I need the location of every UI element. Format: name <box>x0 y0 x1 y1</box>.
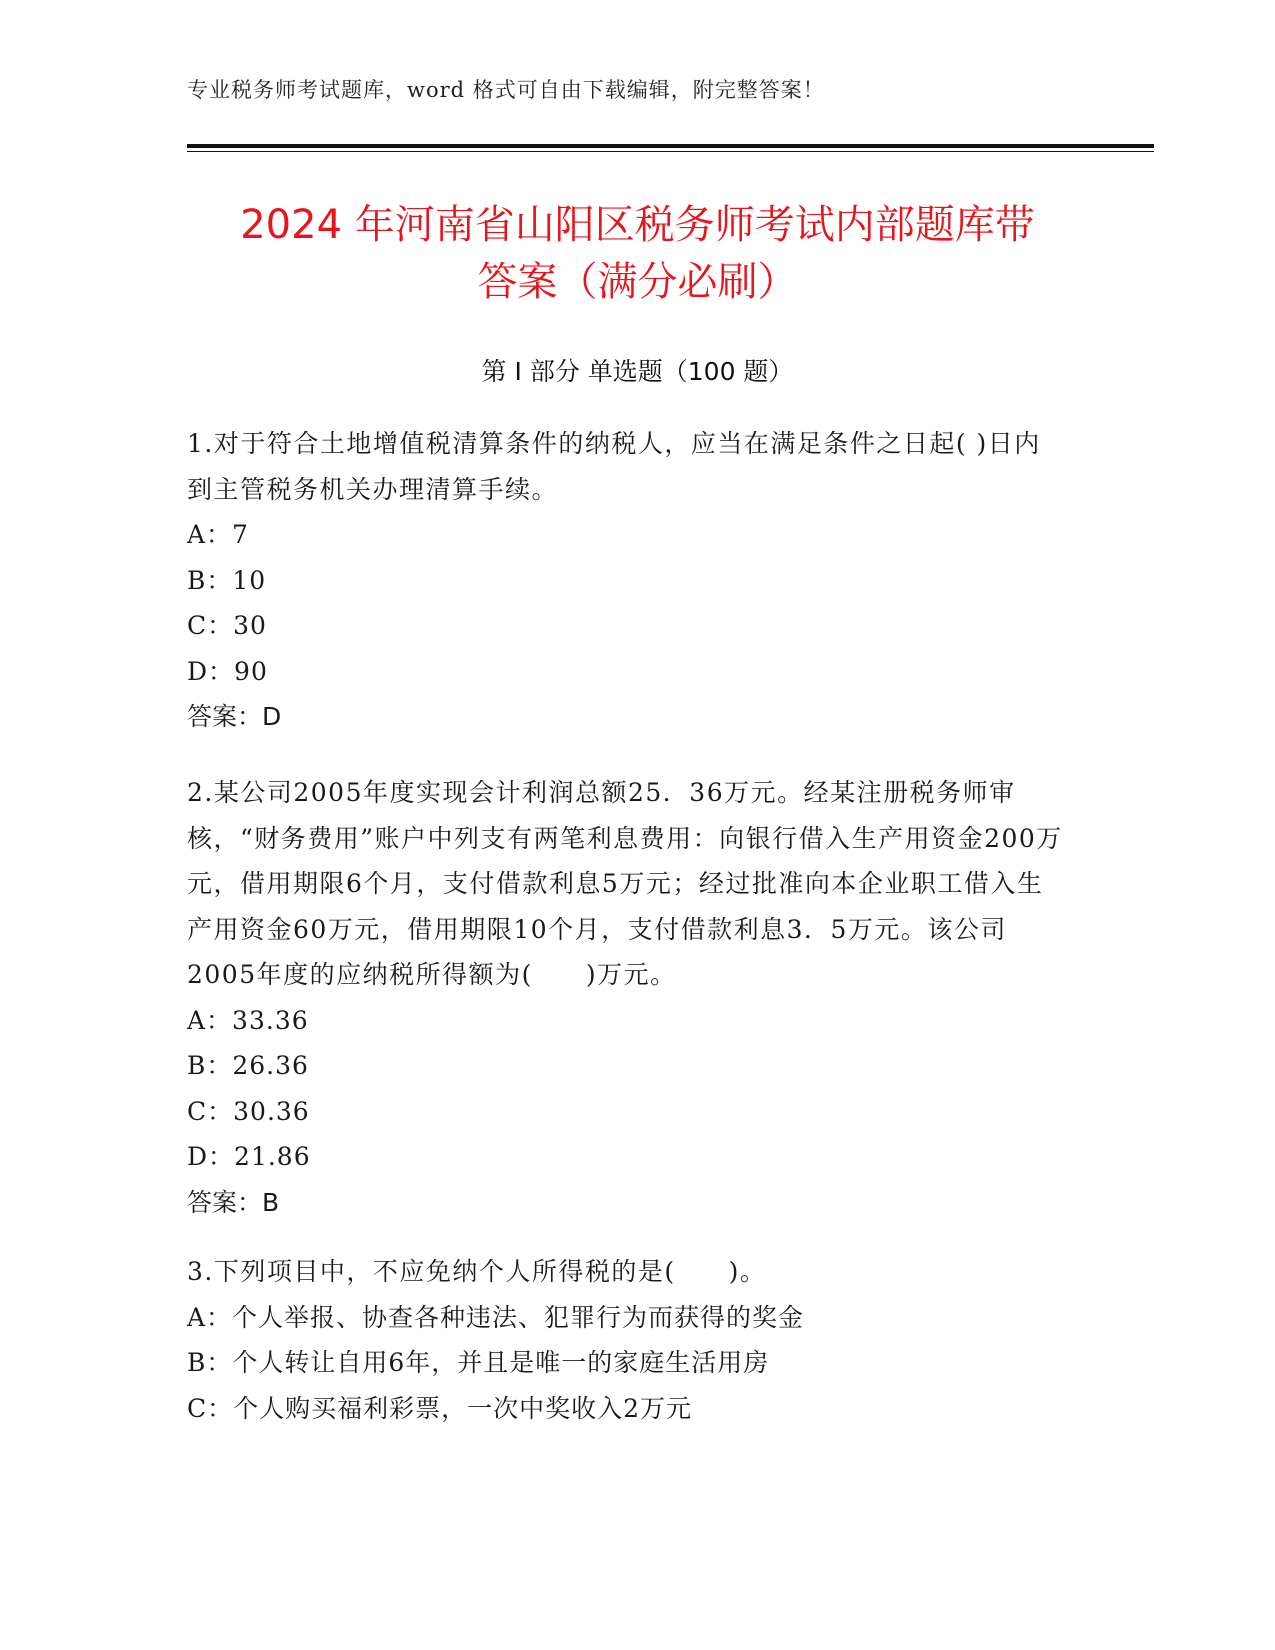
question-stem: 3.下列项目中，不应免纳个人所得税的是( )。 <box>187 1257 767 1286</box>
document-title-line-1: 2024 年河南省山阳区税务师考试内部题库带 <box>240 202 1035 248</box>
option-c: C：30.36 <box>187 1096 310 1126</box>
question-1 <box>187 421 1067 740</box>
question-2 <box>187 770 1067 1225</box>
section-title: 第 I 部分 单选题（100 题） <box>481 357 794 386</box>
option-a: A：7 <box>187 520 249 549</box>
question-stem: 2.某公司2005年度实现会计利润总额25．36万元。经某注册税务师审核，“财务费用”账户中列支有两笔利息费用：向银行借入生产用资金200万元，借用期限6个月，支付借款利息5万元；经过批准向本企业职工借入生产用资金60万元，借用期限10个月，支付借款利息3．5万元。该公司2005年度的应纳税所得额为( )万元。 <box>187 778 1063 989</box>
header-rule-thick <box>187 144 1154 148</box>
option-a: A：个人举报、协查各种违法、犯罪行为而获得的奖金 <box>187 1302 805 1332</box>
option-b: B：10 <box>187 565 267 595</box>
option-b: B：个人转让自用6年，并且是唯一的家庭生活用房 <box>187 1348 770 1377</box>
option-d: D：21.86 <box>187 1142 311 1171</box>
option-a: A：33.36 <box>187 1005 309 1035</box>
option-b: B：26.36 <box>187 1051 309 1080</box>
answer: 答案：B <box>187 1187 280 1217</box>
document-title <box>150 197 1125 311</box>
answer: 答案：D <box>187 702 282 731</box>
option-c: C：30 <box>187 611 267 640</box>
header-note: 专业税务师考试题库，word 格式可自由下载编辑，附完整答案！ <box>187 78 825 102</box>
option-d: D：90 <box>187 656 268 686</box>
document-title-line-2: 答案（满分必刷） <box>477 259 798 305</box>
question-3 <box>187 1249 1067 1431</box>
question-stem: 1.对于符合土地增值税清算条件的纳税人，应当在满足条件之日起( )日内到主管税务机关办理清算手续。 <box>187 429 1041 504</box>
option-c: C：个人购买福利彩票，一次中奖收入2万元 <box>187 1393 693 1423</box>
header-rule-thin <box>187 151 1154 152</box>
